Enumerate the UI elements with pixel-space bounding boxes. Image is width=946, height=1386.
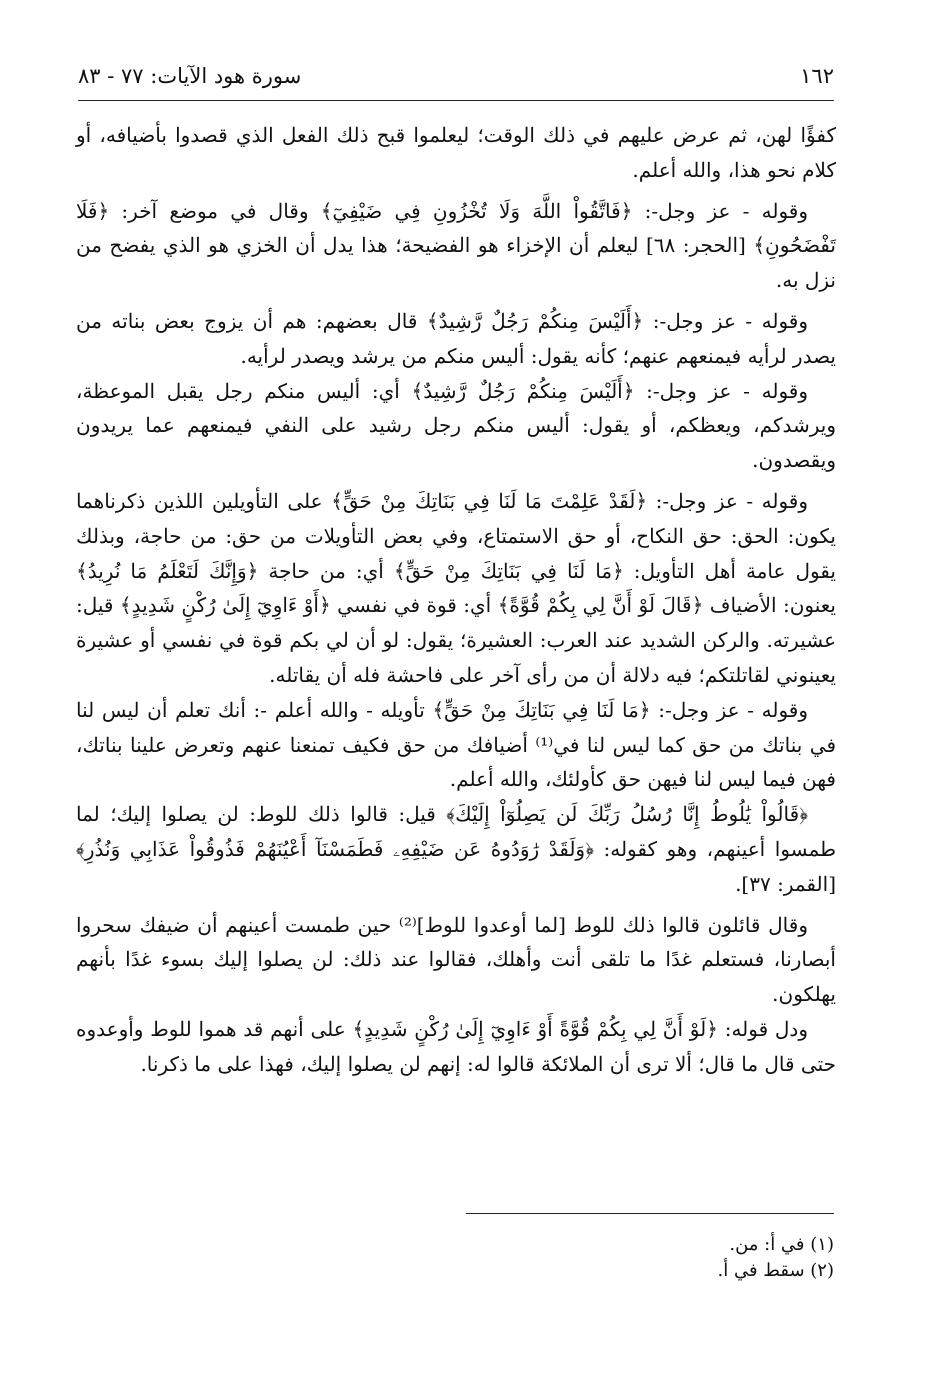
paragraph: كفؤًا لهن، ثم عرض عليهم في ذلك الوقت؛ ليعلموا قبح ذلك الفعل الذي قصدوا بأضيافه، أو كلام نحو هذا، والله أعلم. [76, 123, 836, 182]
body-text [76, 118, 836, 1082]
paragraph: وقال قائلون قالوا ذلك للوط [لما أوعدوا للوط]⁽²⁾ حين طمست أعينهم أن ضيفك سحروا أبصارنا، فستعلم غدًا ما تلقى أنت وأهلك، فقالوا عند ذلك: لن يصلوا إليك بسوء غدًا بأنهم يهلكون. [76, 912, 836, 1007]
page-number: ١٦٢ [800, 64, 834, 88]
paragraph: ودل قوله: ﴿لَوْ أَنَّ لِي بِكُمْ قُوَّةً أَوْ ءَاوِيٓ إِلَىٰ رُكْنٍ شَدِيدٍ﴾ على أنهم قد هموا للوط وأوعدوه حتى قال ما قال؛ ألا ترى أن الملائكة قالوا له: إنهم لن يصلوا إليك، فهذا على ما ذكرنا. [76, 1016, 836, 1076]
paragraph: وقوله - عز وجل-: ﴿فَاتَّقُواْ اللَّهَ وَلَا تُخْزُونِ فِي ضَيْفِيٓ﴾ وقال في موضع آخر: ﴿فَلَا تَفْضَحُونِ﴾ [الحجر: ٦٨] ليعلم أن الإخزاء هو الفضيحة؛ هذا يدل أن الخزي هو الذي يفضح من نزل به. [76, 198, 836, 293]
section-title: سورة هود الآيات: ٧٧ - ٨٣ [78, 64, 302, 88]
paragraph: وقوله - عز وجل-: ﴿أَلَيْسَ مِنكُمْ رَجُلٌ رَّشِيدٌ﴾ قال بعضهم: هم أن يزوج بعض بناته من يصدر لرأيه فيمنعهم عنهم؛ كأنه يقول: أليس منكم من يرشد ويصدر لرأيه. [76, 308, 836, 368]
running-header [78, 58, 834, 94]
paragraph: وقوله - عز وجل-: ﴿لَقَدْ عَلِمْتَ مَا لَنَا فِي بَنَاتِكَ مِنْ حَقٍّ﴾ على التأويلين اللذين ذكرناهما يكون: الحق: حق النكاح، أو حق الاستمتاع، وفي بعض التأويلات من حق: من حاجة، وبذلك يقول عامة أهل التأويل: ﴿مَا لَنَا فِي بَنَاتِكَ مِنْ حَقٍّ﴾ أي: من حاجة ﴿وَإِنَّكَ لَتَعْلَمُ مَا نُرِيدُ﴾ يعنون: الأضياف ﴿قَالَ لَوْ أَنَّ لِي بِكُمْ قُوَّةً﴾ أي: قوة في نفسي ﴿أَوْ ءَاوِيٓ إِلَىٰ رُكْنٍ شَدِيدٍ﴾ قيل: عشيرته. والركن الشديد عند العرب: العشيرة؛ يقول: لو أن لي بكم قوة في نفسي أو عشيرة يعينوني لقاتلتكم؛ فيه دلالة أن من رأى آخر على فاحشة فله أن يقاتله. [76, 488, 837, 687]
footnote: (١) في أ: من. [729, 1234, 834, 1255]
header-rule [78, 100, 834, 101]
footnote: (٢) سقط في أ. [717, 1260, 834, 1281]
footnotes [200, 1232, 834, 1284]
paragraph: ﴿قَالُواْ يَٰلُوطُ إِنَّا رُسُلُ رَبِّكَ لَن يَصِلُوٓاْ إِلَيْكَ﴾ قيل: قالوا ذلك للوط: لن يصلوا إليك؛ لما طمسوا أعينهم، وهو كقوله: ﴿وَلَقَدْ رَٰوَدُوهُ عَن ضَيْفِهِۦ فَطَمَسْنَآ أَعْيُنَهُمْ فَذُوقُواْ عَذَابِي وَنُذُرِ﴾ [القمر: ٣٧]. [76, 802, 836, 896]
footnote-rule [466, 1213, 834, 1214]
paragraph: وقوله - عز وجل-: ﴿أَلَيْسَ مِنكُمْ رَجُلٌ رَّشِيدٌ﴾ أي: أليس منكم رجل يقبل الموعظة، ويرشدكم، ويعظكم، أو يقول: أليس منكم رجل رشيد على النفي فيمنعهم عما يريدون ويقصدون. [76, 378, 836, 473]
paragraph: وقوله - عز وجل-: ﴿مَا لَنَا فِي بَنَاتِكَ مِنْ حَقٍّ﴾ تأويله - والله أعلم -: أنك تعلم أن ليس لنا في بناتك من حق كما ليس لنا في⁽¹⁾ أضيافك من حق فكيف تمنعنا عنهم وتعرض علينا بناتك، فهن فيما ليس لنا فيهن حق كأولئك، والله أعلم. [76, 697, 837, 792]
